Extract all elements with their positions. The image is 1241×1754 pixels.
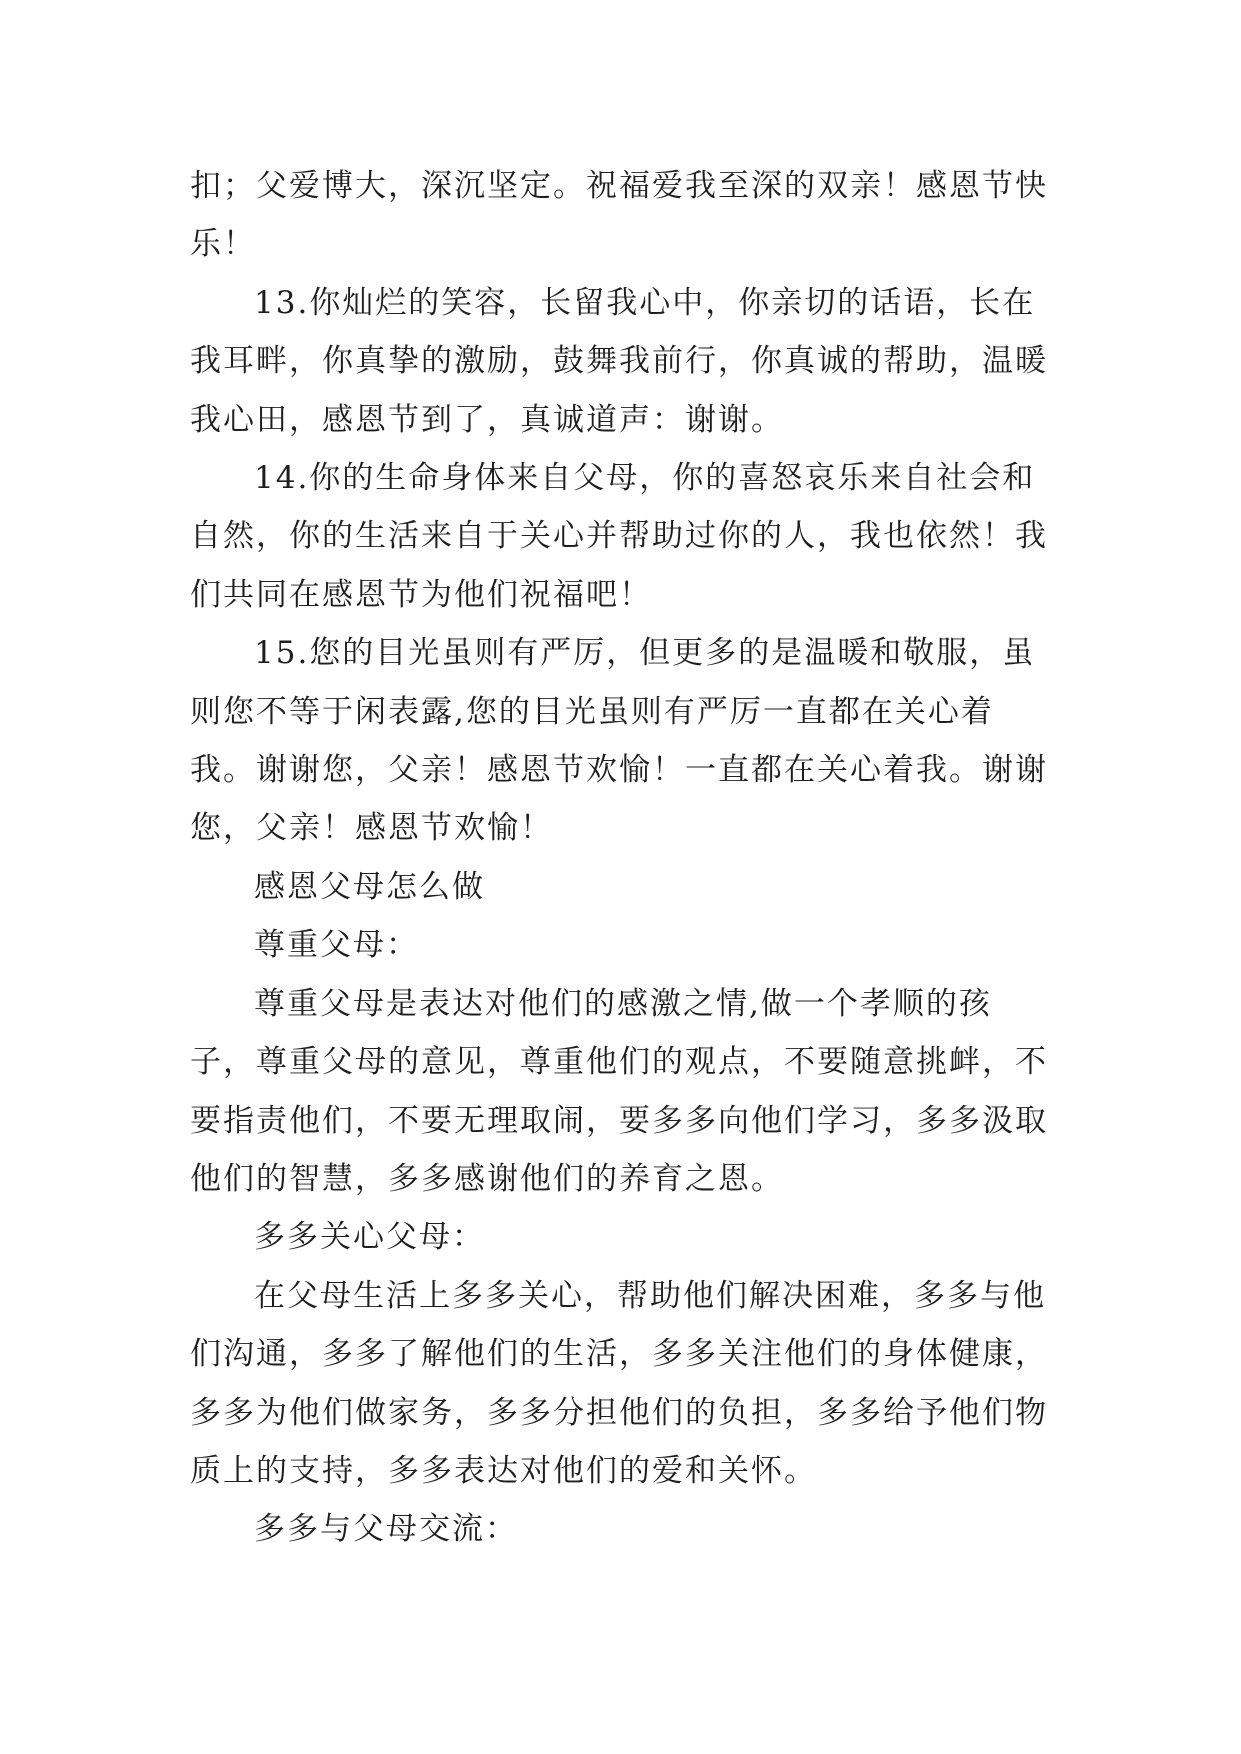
document-body: [190, 157, 1050, 1559]
paragraph-item-15: 15.您的目光虽则有严厉，但更多的是温暖和敬服，虽则您不等于闲表露,您的目光虽则有严厉一直都在关心着我。谢谢您，父亲！感恩节欢愉！一直都在关心着我。谢谢您，父亲！感恩节欢愉！: [190, 635, 1048, 847]
subheading-respect: 尊重父母：: [254, 927, 419, 964]
paragraph-continuation: 扣；父爱博大，深沉坚定。祝福爱我至深的双亲！感恩节快乐！: [190, 168, 1048, 263]
subheading-care: 多多关心父母：: [254, 1219, 485, 1256]
paragraph-respect: 尊重父母是表达对他们的感激之情,做一个孝顺的孩子，尊重父母的意见，尊重他们的观点，不要随意挑衅，不要指责他们，不要无理取闹，要多多向他们学习，多多汲取他们的智慧，多多感谢他们的养育之恩。: [190, 985, 1048, 1197]
paragraph-care: 在父母生活上多多关心，帮助他们解决困难，多多与他们沟通，多多了解他们的生活，多多关注他们的身体健康，多多为他们做家务，多多分担他们的负担，多多给予他们物质上的支持，多多表达对他们的爱和关怀。: [190, 1277, 1048, 1489]
paragraph-item-13: 13.你灿烂的笑容，长留我心中，你亲切的话语，长在我耳畔，你真挚的激励，鼓舞我前行，你真诚的帮助，温暖我心田，感恩节到了，真诚道声：谢谢。: [190, 284, 1048, 438]
section-heading: 感恩父母怎么做: [254, 868, 485, 905]
subheading-communicate: 多多与父母交流：: [254, 1511, 518, 1548]
paragraph-item-14: 14.你的生命身体来自父母，你的喜怒哀乐来自社会和自然，你的生活来自于关心并帮助过你的人，我也依然！我们共同在感恩节为他们祝福吧！: [190, 460, 1048, 613]
